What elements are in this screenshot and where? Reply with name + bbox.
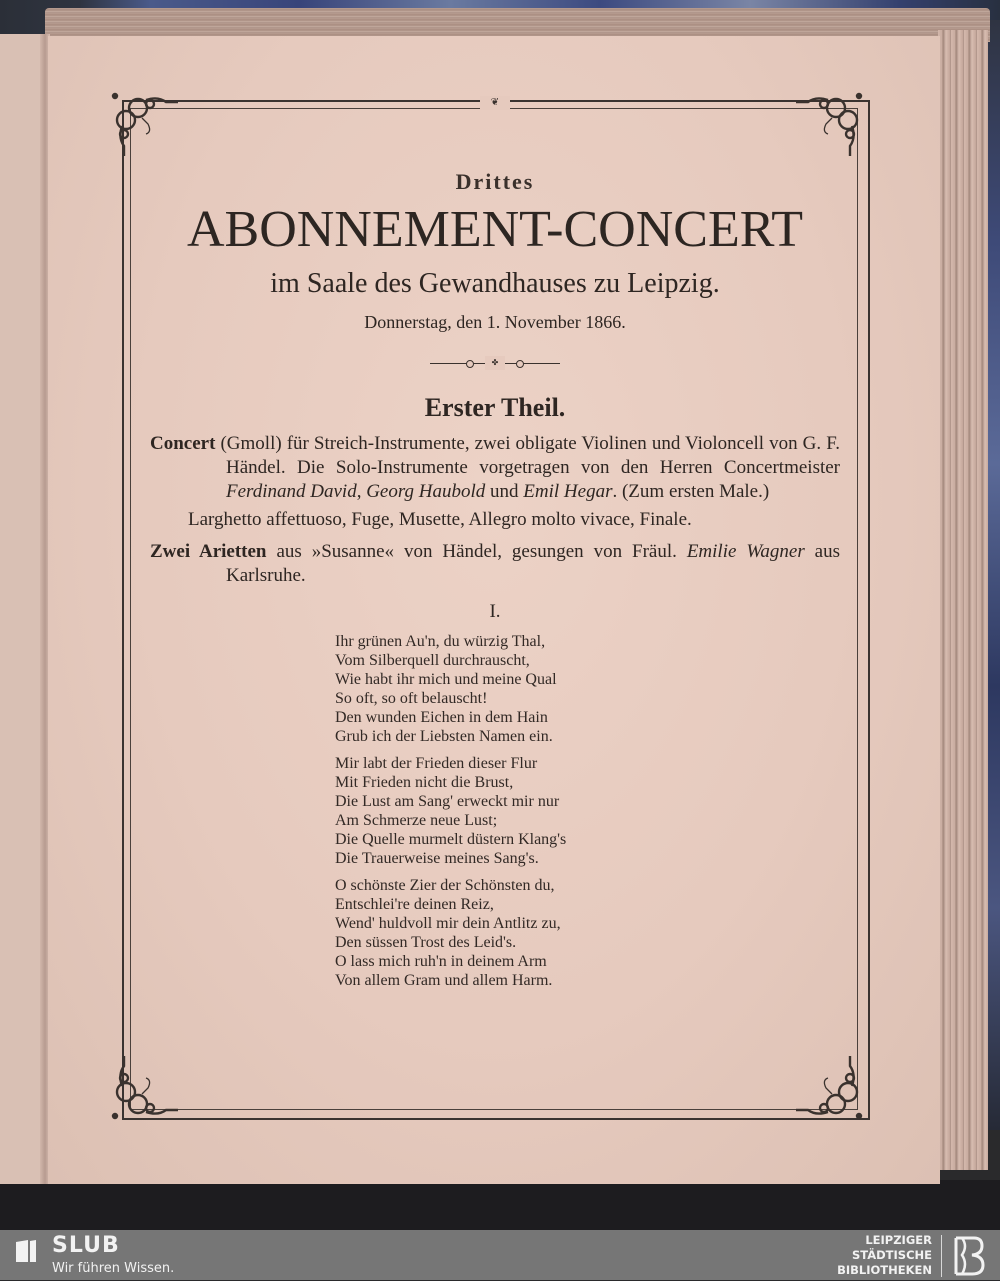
concert-ordinal: Drittes	[455, 169, 535, 194]
entry-title: Concert	[150, 433, 216, 454]
aria-number: I.	[489, 601, 501, 622]
movements-list: Larghetto affettuoso, Fuge, Musette, Allegro molto vivace, Finale.	[188, 509, 692, 530]
top-frame-ornament-icon: ❦	[480, 96, 510, 110]
ornamental-divider	[430, 356, 560, 370]
lyric-line: Die Trauerweise meines Sang's.	[335, 850, 539, 867]
scan-background	[0, 1180, 1000, 1230]
divider-ornament-icon: ✤	[485, 356, 505, 370]
lyric-stanza	[335, 632, 840, 746]
lyric-line: Ihr grünen Au'n, du würzig Thal,	[335, 633, 546, 650]
lyric-line: Mir labt der Frieden dieser Flur	[335, 755, 538, 772]
lyric-line: O lass mich ruh'n in deinem Arm	[335, 953, 547, 970]
entry-text: (Gmoll) für Streich-Instrumente, zwei obligate Violinen und Violoncell von G. F. Händel. Die Solo-Instrumente vorgetragen von den Herren Concertmeister	[215, 433, 840, 478]
corner-ornament-icon	[108, 1056, 178, 1126]
lyric-line: Wie habt ihr mich und meine Qual	[335, 671, 557, 688]
performer-name: Ferdinand David	[226, 481, 357, 502]
concert-title: ABONNEMENT-CONCERT	[186, 201, 804, 258]
brand-separator	[941, 1235, 942, 1277]
performer-name: Emilie Wagner	[686, 541, 805, 562]
lyric-line: Entschlei're deinen Reiz,	[335, 896, 494, 913]
program-content	[150, 168, 840, 990]
lyric-line: So oft, so oft belauscht!	[335, 690, 488, 707]
leipzig-library-logo-icon[interactable]	[952, 1235, 986, 1277]
leipzig-library-brand[interactable]	[837, 1233, 932, 1278]
entry-text: ,	[356, 481, 367, 502]
program-entry	[150, 432, 840, 532]
lyric-line: Wend' huldvoll mir dein Antlitz zu,	[335, 915, 561, 932]
slub-book-logo-icon[interactable]	[14, 1238, 38, 1264]
book-cover-right	[986, 20, 1000, 1130]
entry-text: aus Karlsruhe.	[226, 541, 841, 586]
performer-name: Emil Hegar	[523, 481, 613, 502]
page-edges-right	[938, 30, 988, 1170]
brand-line: STÄDTISCHE	[851, 1248, 932, 1262]
entry-text: und	[485, 481, 524, 502]
corner-ornament-icon	[796, 86, 866, 156]
performer-name: Georg Haubold	[366, 481, 486, 502]
program-entry	[150, 540, 840, 588]
lyric-line: Am Schmerze neue Lust;	[335, 812, 498, 829]
section-title: Erster Theil.	[424, 393, 566, 422]
entry-title: Zwei Arietten	[150, 541, 267, 562]
venue-subtitle: im Saale des Gewandhauses zu Leipzig.	[270, 268, 720, 299]
entry-text: aus »Susanne« von Händel, gesungen von Fräul.	[266, 541, 687, 562]
entry-text: . (Zum ersten Male.)	[612, 481, 770, 502]
lyric-line: O schönste Zier der Schönsten du,	[335, 877, 555, 894]
viewer-footer-bar	[0, 1230, 1000, 1280]
corner-ornament-icon	[108, 86, 178, 156]
corner-ornament-icon	[796, 1056, 866, 1126]
lyric-line: Von allem Gram und allem Harm.	[335, 972, 553, 989]
lyric-line: Die Lust am Sang' erweckt mir nur	[335, 793, 560, 810]
lyric-line: Die Quelle murmelt düstern Klang's	[335, 831, 567, 848]
lyric-line: Den süssen Trost des Leid's.	[335, 934, 517, 951]
slub-brand[interactable]: SLUB	[52, 1233, 120, 1258]
concert-date: Donnerstag, den 1. November 1866.	[364, 312, 626, 332]
lyric-stanza	[335, 876, 840, 990]
lyric-line: Vom Silberquell durchrauscht,	[335, 652, 530, 669]
lyric-stanza	[335, 754, 840, 868]
brand-line: BIBLIOTHEKEN	[837, 1263, 932, 1277]
slub-tagline: Wir führen Wissen.	[52, 1261, 175, 1276]
brand-line: LEIPZIGER	[865, 1233, 932, 1247]
lyric-line: Mit Frieden nicht die Brust,	[335, 774, 514, 791]
lyric-line: Den wunden Eichen in dem Hain	[335, 709, 548, 726]
lyric-line: Grub ich der Liebsten Namen ein.	[335, 728, 553, 745]
